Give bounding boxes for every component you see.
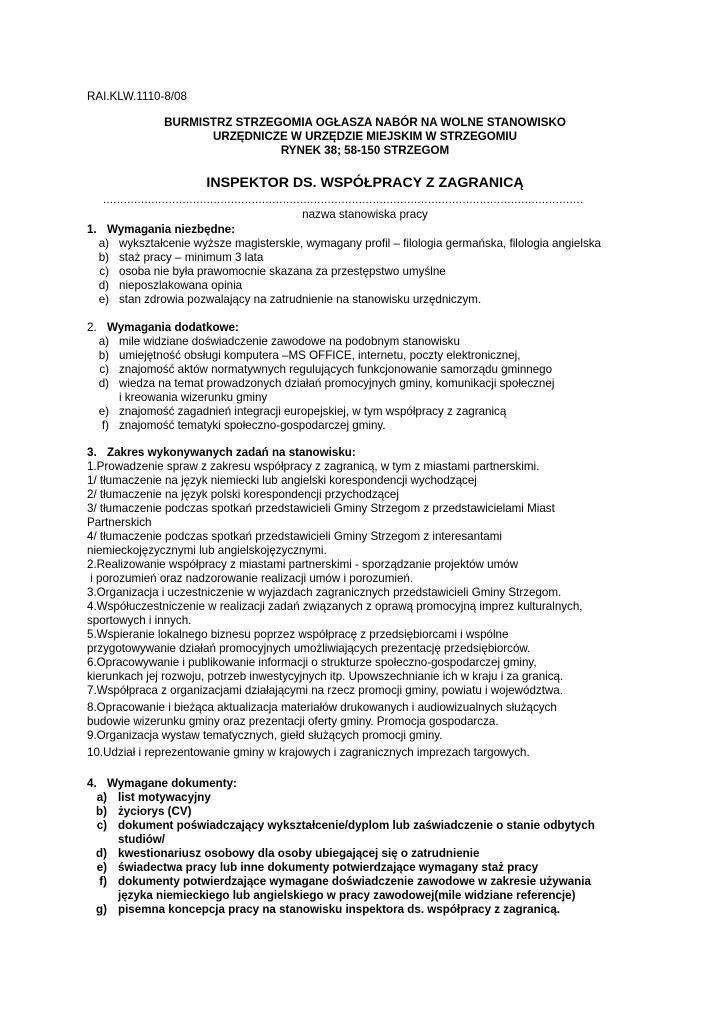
duty-line: 3.Organizacja i uczestniczenie w wyjazdach zagranicznych przedstawicieli Gminy Strzegom. (87, 586, 562, 599)
section-duties (87, 446, 647, 760)
list-item: i kreowania wizerunku gminy (119, 391, 268, 404)
section-heading: 4. Wymagane dokumenty: (87, 777, 237, 790)
section-heading: 2. Wymagania dodatkowe: (87, 321, 239, 334)
duty-line: i porozumień oraz nadzorowanie realizacji umów i porozumień. (87, 572, 414, 585)
duty-line: 2.Realizowanie współpracy z miastami partnerskimi - sporządzanie projektów umów (87, 558, 519, 571)
list-item: g) pisemna koncepcja pracy na stanowisku inspektora ds. współpracy z zagranicą. (96, 903, 561, 916)
list-item: e) znajomość zagadnień integracji europejskiej, w tym współpracy z zagranicą (98, 405, 507, 418)
duty-line: 6.Opracowywanie i publikowanie informacji o strukturze społeczno-gospodarczej gminy, (87, 656, 537, 669)
duty-line: 4.Współuczestniczenie w realizacji zadań związanych z oprawą promocyjną imprez kulturalnych, (87, 600, 583, 613)
duty-line: 4/ tłumaczenie podczas spotkań przedstawicieli Gminy Strzegom z interesantami (87, 530, 502, 543)
duty-line: sportowych i innych. (87, 614, 192, 627)
list-item: a) wykształcenie wyższe magisterskie, wymagany profil – filologia germańska, filologia angielska (98, 237, 601, 250)
list-item: języka niemieckiego lub angielskiego w pracy zawodowej(mile widziane referencje) (118, 889, 576, 902)
list-item: e) świadectwa pracy lub inne dokumenty potwierdzające wymagany staż pracy (96, 861, 539, 874)
duty-line: przygotowywanie działań promocyjnych umożliwiających prezentację przedsiębiorców. (87, 642, 531, 655)
list-item: d) wiedza na temat prowadzonych działań promocyjnych gminy, komunikacji społecznej (98, 377, 555, 390)
duty-line: 8.Opracowanie i bieżąca aktualizacja materiałów drukowanych i audiowizualnych służących (87, 701, 557, 714)
duty-line: 2/ tłumaczenie na język polski korespondencji przychodzącej (87, 488, 399, 501)
duty-line: niemieckojęzycznymi lub angielskojęzycznymi. (87, 544, 327, 557)
duty-line: kierunkach jej rozwoju, potrzeb inwestycyjnych itp. Upowszechnianie ich w kraju i za granicą. (87, 670, 564, 683)
list-item: a) mile widziane doświadczenie zawodowe na podobnym stanowisku (98, 335, 460, 348)
duty-line: 1/ tłumaczenie na język niemiecki lub angielski korespondencji wychodzącej (87, 474, 477, 487)
duty-line: Partnerskich (87, 516, 152, 529)
list-item: c) dokument poświadczający wykształcenie/dyplom lub zaświadczenie o stanie odbytych (96, 819, 595, 832)
list-item: studiów/ (118, 833, 166, 846)
duty-line: 5.Wspieranie lokalnego biznesu poprzez współpracę z przedsiębiorcami i wspólne (87, 628, 509, 641)
list-item: a) list motywacyjny (96, 791, 211, 804)
section-heading: 1. Wymagania niezbędne: (87, 223, 235, 236)
list-item: f) znajomość tematyki społeczno-gospodarczej gminy. (101, 419, 386, 432)
list-item: b) umiejętność obsługi komputera –MS OFFICE, internetu, poczty elektronicznej, (98, 349, 521, 362)
section-required (87, 223, 647, 307)
section-heading: 3. Zakres wykonywanych zadań na stanowisku: (87, 446, 356, 459)
duty-line: 9.Organizacja wystaw tematycznych, giełd służących promocji gminy. (87, 729, 443, 742)
position-title: INSPEKTOR DS. WSPÓŁPRACY Z ZAGRANICĄ (206, 175, 524, 191)
duty-line: 1.Prowadzenie spraw z zakresu współpracy z zagranicą, w tym z miastami partnerskimi. (87, 460, 540, 473)
list-item: d) kwestionariusz osobowy dla osoby ubiegającej się o zatrudnienie (96, 847, 480, 860)
duty-line: 3/ tłumaczenie podczas spotkań przedstawicieli Gminy Strzegom z przedstawicielami Miast (87, 502, 555, 515)
header-line: BURMISTRZ STRZEGOMIA OGŁASZA NABÓR NA WOLNE STANOWISKO (164, 116, 566, 129)
duty-line: 10.Udział i reprezentowanie gminy w krajowych i zagranicznych imprezach targowych. (87, 746, 530, 759)
list-item: b) staż pracy – minimum 3 lata (98, 251, 264, 264)
list-item: d) nieposzlakowana opinia (98, 279, 243, 292)
section-additional (87, 321, 647, 433)
reference-number: RAI.KLW.1110-8/08 (87, 90, 187, 103)
list-item: c) osoba nie była prawomocnie skazana za przestępstwo umyślne (99, 265, 446, 278)
section-documents (87, 777, 647, 917)
announcement-header (80, 116, 650, 158)
duty-line: 7.Współpraca z organizacjami działającymi na rzecz promocji gminy, powiatu i województwa. (87, 684, 563, 697)
list-item: f) dokumenty potwierdzające wymagane doświadczenie zawodowe w zakresie używania (99, 875, 591, 888)
position-caption: nazwa stanowiska pracy (302, 208, 428, 221)
header-line: RYNEK 38; 58-150 STRZEGOM (280, 144, 450, 157)
duty-line: budowie wizerunku gminy oraz prezentacji oferty gminy. Promocja gospodarcza. (87, 715, 499, 728)
header-line: URZĘDNICZE W URZĘDZIE MIEJSKIM W STRZEGOMIU (212, 130, 517, 143)
list-item: b) życiorys (CV) (96, 805, 192, 818)
dotted-line: ........................................................................................................................................... (103, 194, 584, 206)
list-item: e) stan zdrowia pozwalający na zatrudnienie na stanowisku urzędniczym. (98, 293, 482, 306)
list-item: c) znajomość aktów normatywnych regulujących funkcjonowanie samorządu gminnego (99, 363, 553, 376)
